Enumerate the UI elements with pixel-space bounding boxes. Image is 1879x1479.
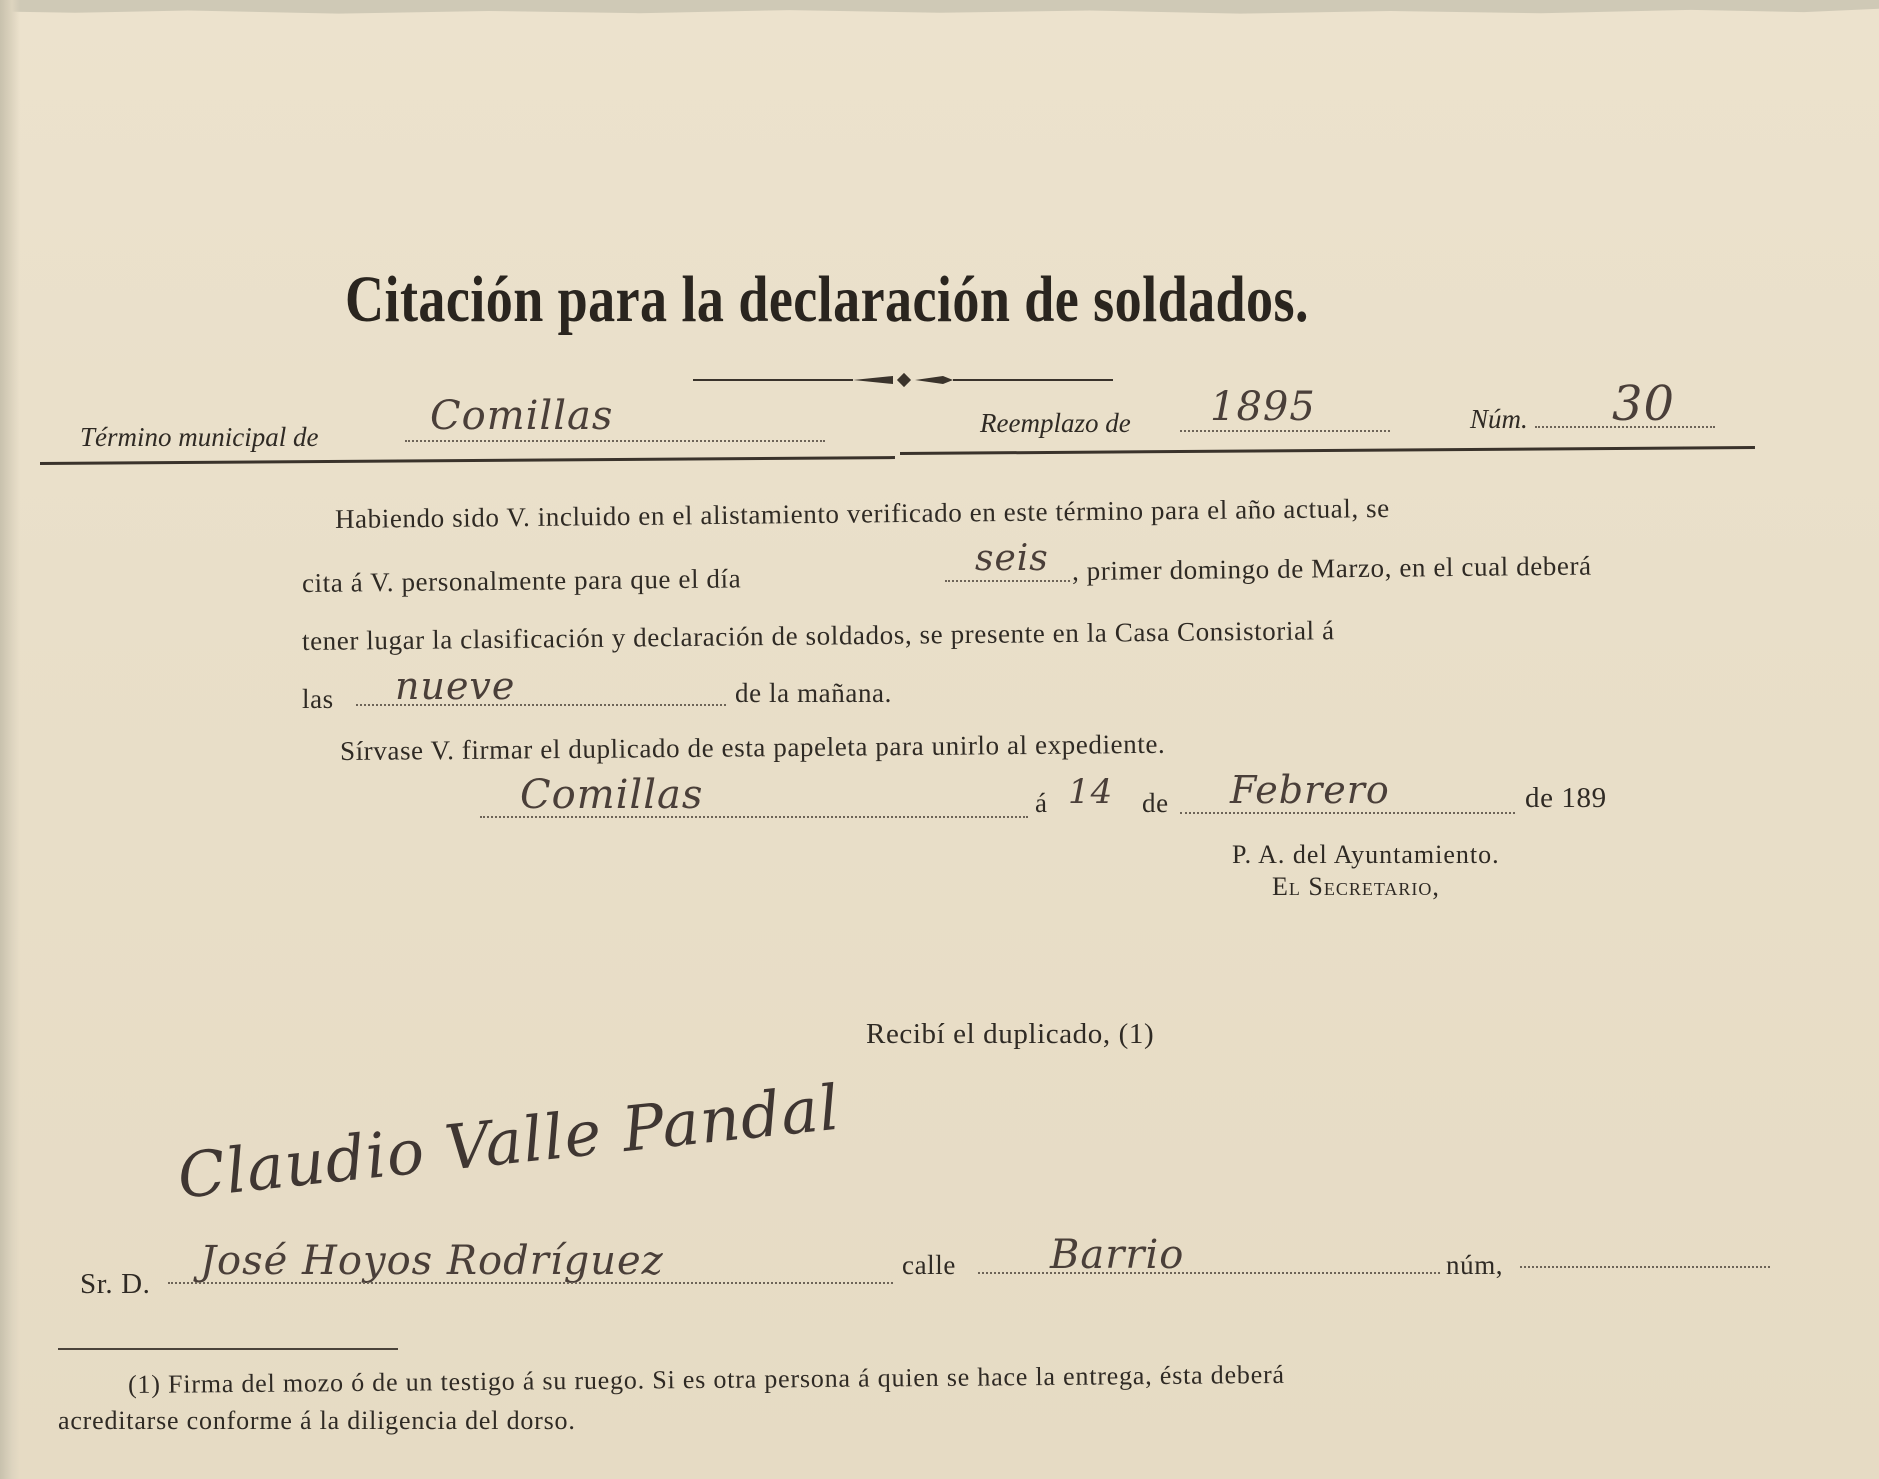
num-address-dotted-line <box>1520 1266 1770 1268</box>
footnote-rule <box>58 1348 398 1350</box>
ayuntamiento-line: P. A. del Ayuntamiento. <box>1232 840 1500 869</box>
document-title: Citación para la declaración de soldados. <box>345 263 1309 336</box>
secretario-line: El Secretario, <box>1272 872 1440 901</box>
reemplazo-label: Reemplazo de <box>980 408 1131 438</box>
reemplazo-dotted-line <box>1180 430 1390 432</box>
paragraph-line-2a: cita á V. personalmente para que el día <box>301 563 742 598</box>
termino-value: Comillas <box>430 393 614 439</box>
header-rule-left <box>40 456 895 465</box>
dateline-day: 14 <box>1068 772 1114 812</box>
termino-label: Término municipal de <box>80 422 319 452</box>
paragraph-2: Sírvase V. firmar el duplicado de esta papeleta para unirlo al expediente. <box>339 728 1166 766</box>
title-ornament <box>693 372 1113 388</box>
footnote-line-1: (1) Firma del mozo ó de un testigo á su ruego. Si es otra persona á quien se hace la entrega, ésta deberá <box>127 1359 1285 1399</box>
calle-value: Barrio <box>1050 1232 1185 1278</box>
paragraph-line-4a: las <box>302 684 334 714</box>
handwritten-signature: Claudio Valle Pandal <box>174 1070 844 1213</box>
addressee-name-dotted-line <box>168 1282 893 1284</box>
page-fold-edge <box>0 0 20 1479</box>
hora-dotted-line <box>356 704 726 706</box>
calle-dotted-line <box>978 1272 1440 1274</box>
num-label: Núm. <box>1470 404 1528 434</box>
num-dotted-line <box>1535 426 1715 428</box>
dia-dotted-line <box>945 580 1070 582</box>
dateline-year: de 189 <box>1525 782 1607 814</box>
dia-value: seis <box>975 538 1049 579</box>
footnote-line-2: acreditarse conforme á la diligencia del dorso. <box>58 1406 576 1435</box>
dateline-month-dotted-line <box>1180 812 1515 814</box>
termino-dotted-line <box>405 440 825 442</box>
torn-top-edge <box>0 0 1879 22</box>
dateline-month: Febrero <box>1230 768 1390 812</box>
receipt-text: Recibí el duplicado, (1) <box>866 1018 1155 1050</box>
calle-label: calle <box>902 1250 956 1280</box>
addressee-name: José Hoyos Rodríguez <box>200 1238 664 1284</box>
paragraph-line-1: Habiendo sido V. incluido en el alistamiento verificado en este término para el año actual, se <box>334 492 1390 534</box>
header-rule-right <box>900 446 1755 455</box>
paragraph-line-2b: , primer domingo de Marzo, en el cual deberá <box>1071 550 1592 586</box>
dateline-place-dotted-line <box>480 816 1028 818</box>
reemplazo-value: 1895 <box>1210 384 1316 430</box>
dateline-place: Comillas <box>520 772 704 818</box>
num-address-label: núm, <box>1446 1250 1504 1280</box>
paragraph-line-4b: de la mañana. <box>735 678 892 708</box>
num-value: 30 <box>1612 376 1676 432</box>
addressee-label: Sr. D. <box>80 1268 151 1300</box>
dateline-de-1: de <box>1142 788 1169 818</box>
paragraph-line-3: tener lugar la clasificación y declaración de soldados, se presente en la Casa Consistorial á <box>301 615 1335 656</box>
dateline-a: á <box>1035 788 1048 818</box>
hora-value: nueve <box>395 664 516 708</box>
